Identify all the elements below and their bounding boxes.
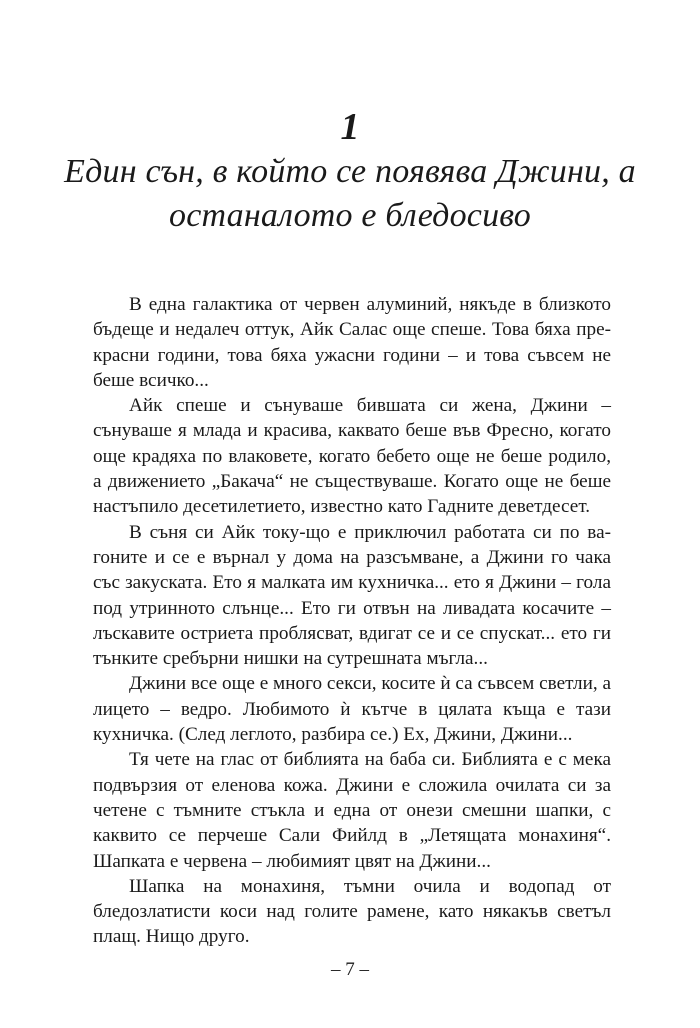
chapter-title: Един сън, в който се появява Джини, а останалото е бледосиво	[64, 153, 636, 234]
paragraph: Тя чете на глас от библията на баба си. Библията е с мека подвързия от еленова кожа. Джини е сложила очилата си за четене с тъмните стъкла и една от онези смешни шапки, с каквито се перчеше Сали Фийлд в „Летящата монахиня“. Шапката е червена – любимият цвят на Джини...	[93, 749, 611, 872]
chapter-number: 1	[340, 106, 360, 148]
paragraph: Айк спеше и сънуваше бившата си жена, Джини – сънуваше я млада и красива, каквато беше във Фресно, когато още крадяха по влаковете, когато бебето още не беше родило, а движението „Бакача“ не съществуваше. Когато още не беше настъпило десетилетието, известно като Гадните деветдесет.	[93, 395, 611, 518]
paragraph: В съня си Айк току-що е приключил работата си по вагоните и се е върнал у дома на разсъмване, а Джини го чака със закуската. Ето я малката им кухничка... ето я Джини – гола под утринното слънце... Ето ги отвън на ливадата косачите – лъскавите остриета проблясват, вдигат се и се спускат... ето ги тънките сребърни нишки на сутрешната мъгла...	[93, 521, 611, 670]
paragraph: Джини все още е много секси, косите ѝ са съвсем светли, а лицето – ведро. Любимото ѝ кътче в цялата къща е тази кухничка. (След леглото, разбира се.) Ех, Джини, Джини...	[93, 673, 611, 746]
chapter-body	[93, 292, 611, 950]
paragraph: Шапка на монахиня, тъмни очила и водопад от бледозлатисти коси над голите рамене, като някакъв светъл плащ. Нищо друго.	[93, 875, 611, 948]
page-number: – 7 –	[331, 959, 369, 980]
paragraph: В една галактика от червен алуминий, някъде в близкото бъдеще и недалеч оттук, Айк Салас още спеше. Това бяха прекрасни години, това бяха ужасни години – и това съвсем не беше всичко...	[93, 294, 611, 391]
